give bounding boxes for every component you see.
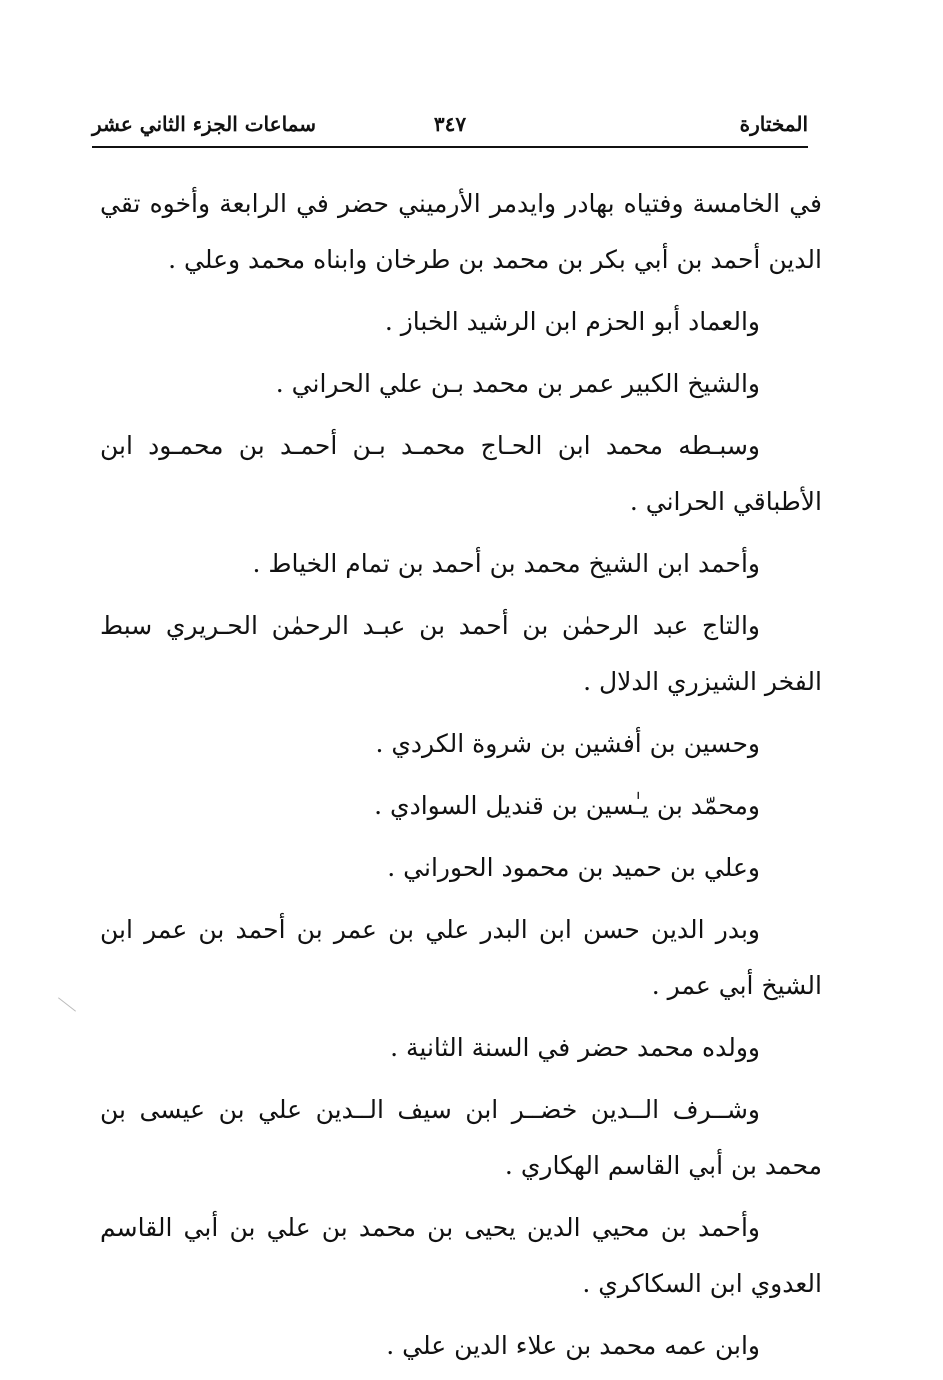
header-book-title: المختارة (739, 112, 808, 136)
paragraph: والتاج عبد الرحمٰن بن أحمد بن عبـد الرحمٰن الحـريري سبط الفخر الشيزري الدلال . (100, 611, 822, 696)
header-rule (92, 146, 808, 148)
paragraph: وسبـطه محمد ابن الحـاج محمـد بـن أحمـد بن محمـود ابن الأطباقي الحراني . (100, 431, 822, 516)
running-header (92, 112, 808, 144)
page-body (100, 176, 822, 1380)
paragraph: وحسين بن أفشين بن شروة الكردي . (375, 729, 760, 758)
paragraph: في الخامسة وفتياه بهادر وايدمر الأرميني حضر في الرابعة وأخوه تقي الدين أحمد بن أبي بكر بن محمد بن طرخان وابناه محمد وعلي . (100, 189, 822, 274)
paragraph: والشيخ الكبير عمر بن محمد بـن علي الحراني . (275, 369, 760, 398)
paragraph: وابن عمه محمد بن علاء الدين علي . (386, 1331, 760, 1360)
paragraph: وولده محمد حضر في السنة الثانية . (390, 1033, 760, 1062)
header-section-title: سماعات الجزء الثاني عشر (92, 112, 316, 136)
page-number: ٣٤٧ (433, 112, 467, 136)
paragraph: والعماد أبو الحزم ابن الرشيد الخباز . (384, 307, 760, 336)
paragraph: وأحمد ابن الشيخ محمد بن أحمد بن تمام الخياط . (252, 549, 760, 578)
paragraph: وعلي بن حميد بن محمود الحوراني . (387, 853, 760, 882)
paragraph: ومحمّد بن يـٰسين بن قنديل السوادي . (374, 791, 760, 820)
paragraph: وشــرف الــدين خضــر ابن سيف الــدين علي بن عيسى بن محمد بن أبي القاسم الهكاري . (100, 1095, 822, 1180)
paragraph: وأحمد بن محيي الدين يحيى بن محمد بن علي بن أبي القاسم العدوي ابن السكاكري . (100, 1213, 822, 1298)
scan-mark (58, 997, 76, 1011)
paragraph: وبدر الدين حسن ابن البدر علي بن عمر بن أحمد بن عمر ابن الشيخ أبي عمر . (100, 915, 822, 1000)
